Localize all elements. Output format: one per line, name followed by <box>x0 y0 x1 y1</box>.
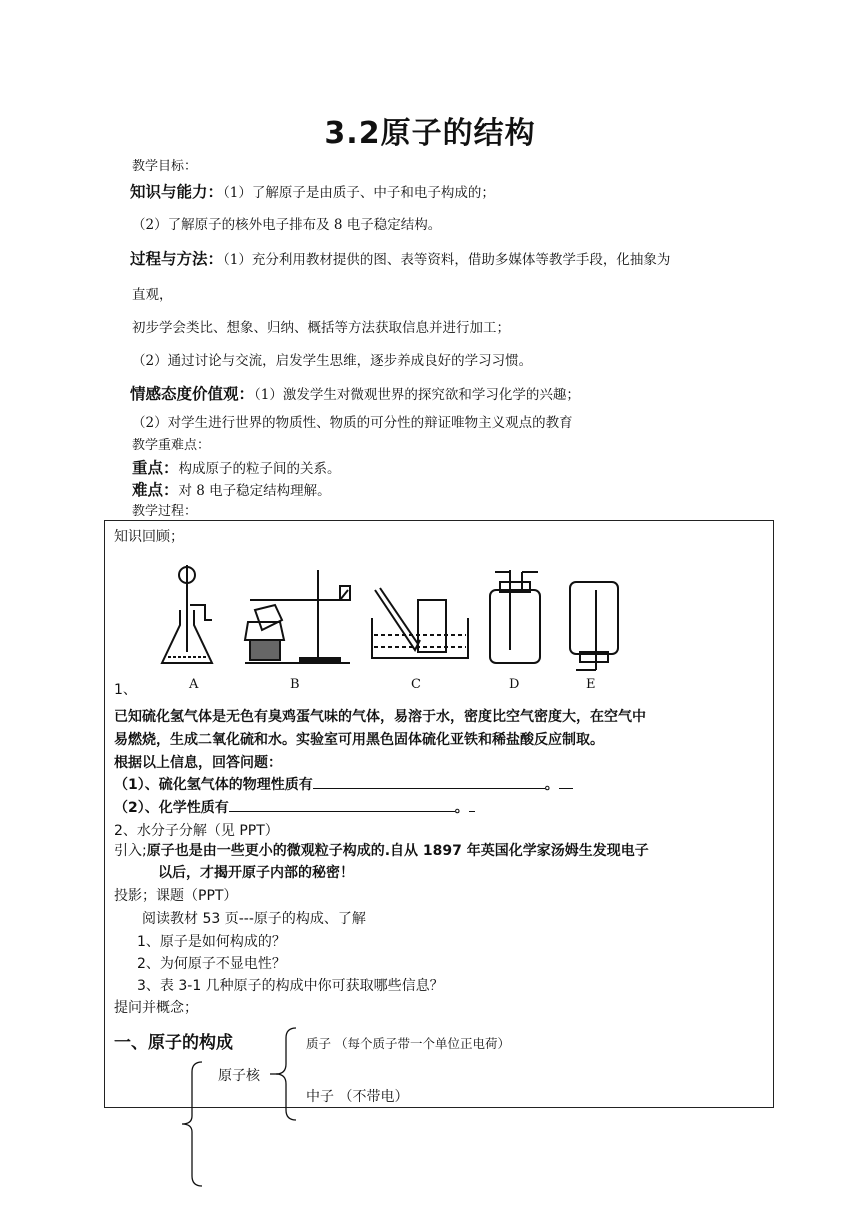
process-line <box>130 247 670 269</box>
neutron-label: 中子 （不带电） <box>306 1089 409 1105</box>
process-item-1-cont: 直观， <box>132 287 173 303</box>
question-1-sub-2 <box>114 797 475 817</box>
apparatus-label-a: A <box>189 677 199 692</box>
knowledge-label: 知识与能力： <box>130 183 224 201</box>
answer-blank-1[interactable] <box>313 774 545 789</box>
attitude-item-2: （2）对学生进行世界的物质性、物质的可分性的辩证唯物主义观点的教育 <box>132 415 573 431</box>
question-1-text-line1: 已知硫化氢气体是无色有臭鸡蛋气味的气体，易溶于水，密度比空气密度大，在空气中 <box>114 709 646 725</box>
apparatus-label-d: D <box>509 677 520 692</box>
question-2: 2、水分子分解（见 PPT） <box>114 823 279 839</box>
question-1-sub-1 <box>114 774 573 794</box>
answer-blank-1-tail <box>559 774 573 789</box>
key-line <box>132 456 341 478</box>
intro-text-2: 以后，才揭开原子内部的秘密！ <box>158 865 354 881</box>
knowledge-item-1: （1）了解原子是由质子、中子和电子构成的； <box>223 185 495 201</box>
atom-brace <box>172 1058 212 1190</box>
process-item-1-line2: 初步学会类比、想象、归纳、概括等方法获取信息并进行加工； <box>132 320 510 336</box>
knowledge-line <box>130 180 495 202</box>
process-item-2: （2）通过讨论与交流，启发学生思维，逐步养成良好的学习习惯。 <box>132 353 533 369</box>
review-heading: 知识回顾； <box>114 529 184 545</box>
attitude-label: 情感态度价值观： <box>130 385 255 403</box>
proton-label: 质子 （每个质子带一个单位正电荷） <box>306 1036 510 1051</box>
difficulty-text: 对 8 电子稳定结构理解。 <box>178 483 331 499</box>
objectives-heading: 教学目标： <box>132 159 198 174</box>
difficulty-line <box>132 478 331 500</box>
process-heading: 教学过程： <box>132 504 198 519</box>
keypoints-heading: 教学重难点： <box>132 438 211 453</box>
reading-question-1: 1、原子是如何构成的？ <box>137 934 286 950</box>
nucleus-label: 原子核 <box>218 1068 260 1084</box>
question-1-number: 1、 <box>114 682 137 698</box>
process-item-1: （1）充分利用教材提供的图、表等资料，借助多媒体等教学手段，化抽象为 <box>223 252 671 268</box>
question-1-sub-2-label: （2）、化学性质有 <box>114 800 229 816</box>
apparatus-label-c: C <box>411 677 421 692</box>
question-1-sub-2-end: 。 <box>454 800 469 816</box>
section-heading-atom-structure: 一、原子的构成 <box>114 1033 233 1053</box>
reading-question-3: 3、表 3-1 几种原子的构成中你可获取哪些信息？ <box>137 978 444 994</box>
apparatus-figure <box>150 560 630 695</box>
attitude-line <box>130 382 580 404</box>
nucleus-brace <box>266 1024 306 1124</box>
intro-label: 引入; <box>114 843 147 859</box>
key-label: 重点： <box>132 459 179 477</box>
intro-text-1: 原子也是由一些更小的微观粒子构成的.自从 1897 年英国化学家汤姆生发现电子 <box>146 843 649 859</box>
attitude-item-1: （1）激发学生对微观世界的探究欲和学习化学的兴趣； <box>254 387 580 403</box>
knowledge-item-2: （2）了解原子的核外电子排布及 8 电子稳定结构。 <box>132 217 442 233</box>
question-1-prompt: 根据以上信息，回答问题： <box>114 755 282 771</box>
question-1-sub-1-label: （1）、硫化氢气体的物理性质有 <box>114 777 313 793</box>
key-text: 构成原子的粒子间的关系。 <box>178 461 341 477</box>
apparatus-label-b: B <box>290 677 300 692</box>
reading-question-2: 2、为何原子不显电性？ <box>137 956 286 972</box>
answer-blank-2[interactable] <box>229 797 455 812</box>
difficulty-label: 难点： <box>132 481 179 499</box>
reading-line: 阅读教材 53 页---原子的构成、了解 <box>142 911 366 927</box>
projection-line: 投影；课题（PPT） <box>114 888 238 904</box>
page-title: 3.2原子的结构 <box>324 116 536 151</box>
question-1-text-line2: 易燃烧，生成二氧化硫和水。实验室可用黑色固体硫化亚铁和稀盐酸反应制取。 <box>114 732 604 748</box>
question-1-sub-1-end: 。 <box>544 777 559 793</box>
process-label: 过程与方法： <box>130 250 224 268</box>
apparatus-label-e: E <box>586 677 596 692</box>
intro-line-1 <box>114 840 649 860</box>
concept-line: 提问并概念； <box>114 1000 198 1016</box>
answer-blank-2-tail <box>469 797 475 812</box>
